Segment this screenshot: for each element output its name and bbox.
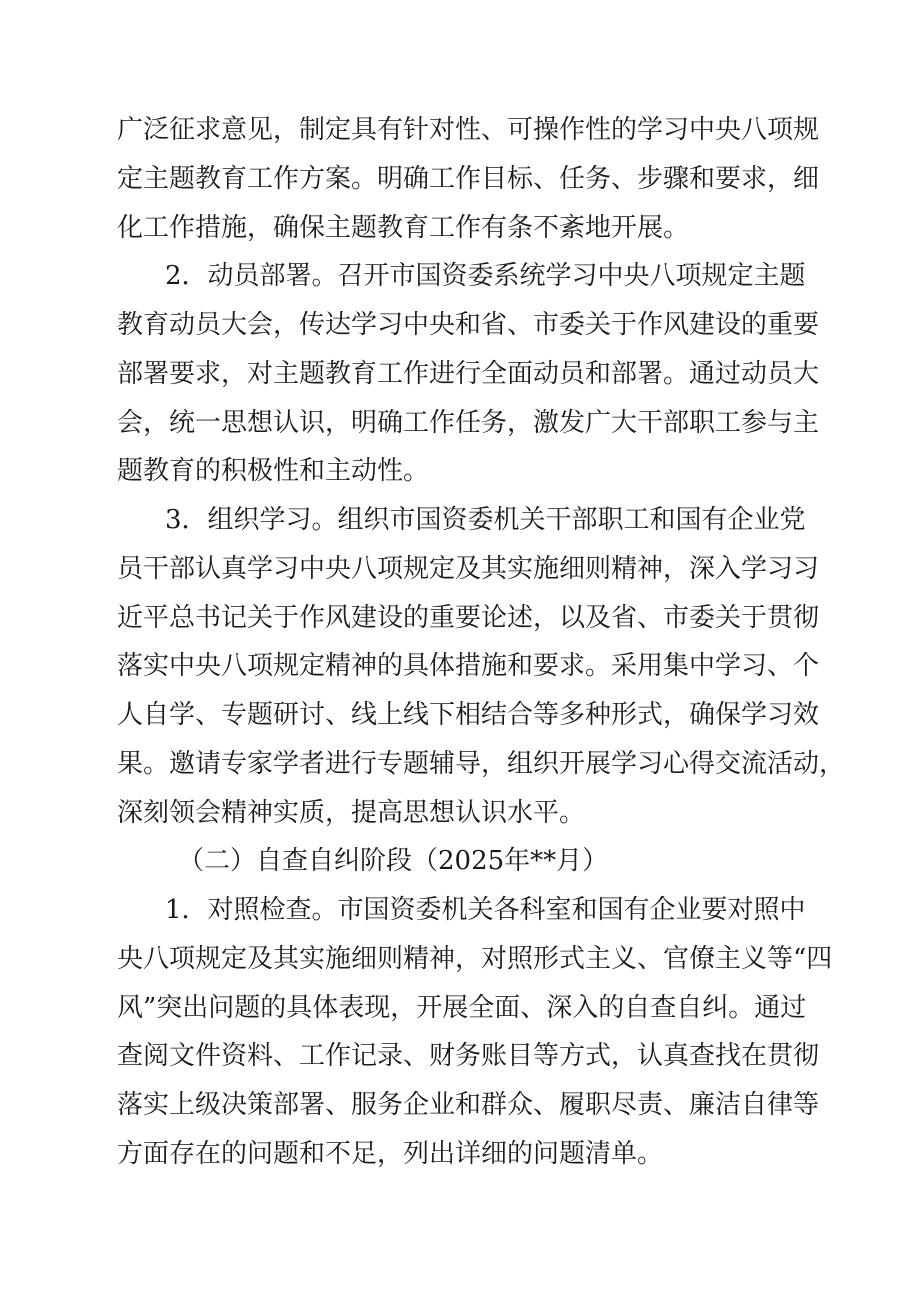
text-line: 题教育的积极性和主动性。 (117, 456, 430, 487)
text-line: 会，统一思想认识，明确工作任务，激发广大干部职工参与主 (117, 407, 820, 438)
text-line: 果。邀请专家学者进行专题辅导，组织开展学习心得交流活动， (117, 748, 846, 779)
text-line: 央八项规定及其实施细则精神，对照形式主义、官僚主义等“四 (117, 943, 833, 974)
section-heading: （二）自查自纠阶段（2025年**月） (178, 846, 609, 877)
text-line: 2．动员部署。召开市国资委系统学习中央八项规定主题 (165, 261, 806, 292)
text-line: 落实上级决策部署、服务企业和群众、履职尽责、廉洁自律等 (117, 1090, 820, 1120)
text-line: 广泛征求意见，制定具有针对性、可操作性的学习中央八项规 (117, 115, 820, 145)
text-line: 深刻领会精神实质，提高思想认识水平。 (117, 797, 586, 828)
text-line: 落实中央八项规定精神的具体措施和要求。采用集中学习、个 (117, 651, 820, 682)
text-line: 查阅文件资料、工作记录、财务账目等方式，认真查找在贯彻 (117, 1041, 820, 1072)
text-line: 方面存在的问题和不足，列出详细的问题清单。 (117, 1138, 664, 1169)
text-line: 定主题教育工作方案。明确工作目标、任务、步骤和要求，细 (117, 163, 820, 194)
text-line: 化工作措施，确保主题教育工作有条不紊地开展。 (117, 212, 690, 243)
text-line: 人自学、专题研讨、线上线下相结合等多种形式，确保学习效 (117, 700, 820, 730)
text-line: 教育动员大会，传达学习中央和省、市委关于作风建设的重要 (117, 310, 820, 340)
text-line: 近平总书记关于作风建设的重要论述，以及省、市委关于贯彻 (117, 602, 820, 633)
text-line: 3．组织学习。组织市国资委机关干部职工和国有企业党 (165, 505, 806, 535)
text-line: 员干部认真学习中央八项规定及其实施细则精神，深入学习习 (117, 553, 820, 584)
text-line: 风”突出问题的具体表现，开展全面、深入的自查自纠。通过 (117, 992, 807, 1023)
text-line: 1．对照检查。市国资委机关各科室和国有企业要对照中 (165, 895, 806, 925)
text-line: 部署要求，对主题教育工作进行全面动员和部署。通过动员大 (117, 358, 820, 389)
